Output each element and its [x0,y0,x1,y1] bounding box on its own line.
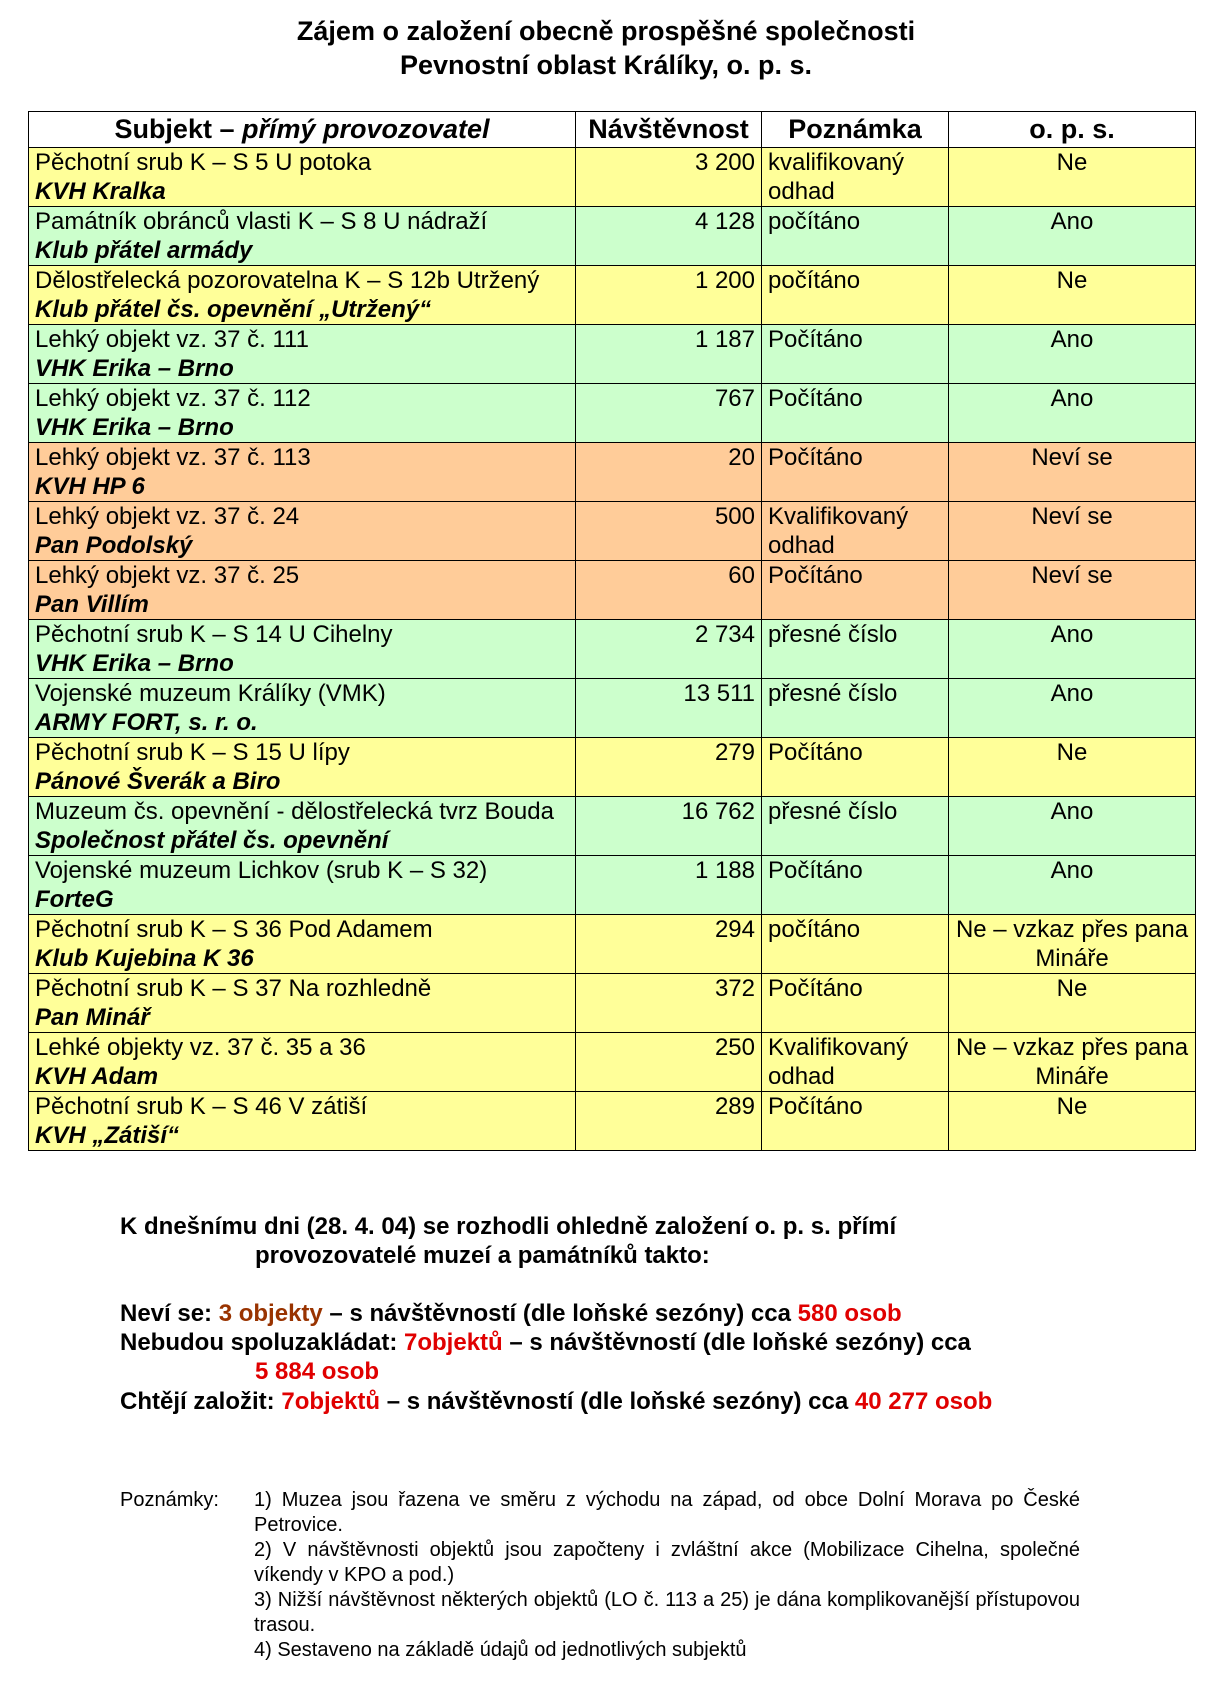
note-item-3: 3) Nižší návštěvnost některých objektů (LO č. 113 a 25) je dána komplikovanější přístupovou trasou. [254,1589,1080,1636]
cell-ops: Ne [949,148,1196,207]
table-row [29,974,1196,1033]
cell-subject [29,502,576,561]
operator-name: VHK Erika – Brno [35,414,234,441]
operator-name: Klub Kujebina K 36 [35,945,254,972]
cell-ops: Ano [949,856,1196,915]
cell-note: Kvalifikovaný odhad [762,502,949,561]
cell-subject [29,1033,576,1092]
cell-subject [29,148,576,207]
cell-visits: 3 200 [576,148,762,207]
summary-unknown-total: 580 osob [797,1300,902,1327]
operator-name: Společnost přátel čs. opevnění [35,827,389,854]
operator-name: ForteG [35,886,114,913]
table-row [29,679,1196,738]
table-row [29,1033,1196,1092]
cell-note: přesné číslo [762,679,949,738]
object-name: Pěchotní srub K – S 37 Na rozhledně [35,975,432,1002]
cell-note: kvalifikovaný odhad [762,148,949,207]
cell-visits: 372 [576,974,762,1033]
cell-ops: Ne [949,1092,1196,1151]
object-name: Lehký objekt vz. 37 č. 111 [35,326,309,353]
object-name: Lehké objekty vz. 37 č. 35 a 36 [35,1034,366,1061]
summary-unknown-mid: – s návštěvností (dle loňské sezóny) cca [322,1300,798,1327]
object-name: Pěchotní srub K – S 15 U lípy [35,739,350,766]
table-body [29,148,1196,1151]
object-name: Pěchotní srub K – S 5 U potoka [35,149,372,176]
cell-note: Kvalifikovaný odhad [762,1033,949,1092]
cell-subject [29,856,576,915]
summary-yes-mid: – s návštěvností (dle loňské sezóny) cca [380,1388,855,1415]
cell-ops: Ano [949,679,1196,738]
object-name: Lehký objekt vz. 37 č. 113 [35,444,311,471]
table-header-row [29,112,1196,148]
table-row [29,620,1196,679]
table-row [29,384,1196,443]
cell-note: počítáno [762,207,949,266]
cell-subject [29,915,576,974]
cell-visits: 1 187 [576,325,762,384]
operator-name: Pan Minář [35,1004,150,1031]
object-name: Dělostřelecká pozorovatelna K – S 12b Utržený [35,267,540,294]
cell-subject [29,443,576,502]
summary-intro-line-2: provozovatelé muzeí a památníků takto: [255,1242,710,1269]
summary-unknown-count: 3 objekty [218,1300,323,1327]
cell-visits: 13 511 [576,679,762,738]
cell-subject [29,620,576,679]
cell-note: Počítáno [762,325,949,384]
cell-ops: Ne [949,266,1196,325]
operator-name: Pan Villím [35,591,149,618]
summary-yes-label: Chtějí založit: [120,1388,282,1415]
object-name: Památník obránců vlasti K – S 8 U nádraží [35,208,488,235]
object-name: Lehký objekt vz. 37 č. 25 [35,562,300,589]
operator-name: KVH „Zátiší“ [35,1122,180,1149]
note-item-1: 1) Muzea jsou řazena ve směru z východu na západ, od obce Dolní Morava po České Petrovice. [254,1489,1080,1536]
cell-visits: 250 [576,1033,762,1092]
cell-visits: 1 188 [576,856,762,915]
summary-yes-total: 40 277 osob [854,1388,993,1415]
object-name: Pěchotní srub K – S 36 Pod Adamem [35,916,433,943]
cell-subject [29,207,576,266]
header-subject-italic: přímý provozovatel [241,114,490,144]
cell-note: Počítáno [762,561,949,620]
operator-name: VHK Erika – Brno [35,355,234,382]
cell-subject [29,384,576,443]
cell-ops: Ne [949,974,1196,1033]
cell-note: Počítáno [762,974,949,1033]
note-item-2: 2) V návštěvnosti objektů jsou započteny i zvláštní akce (Mobilizace Cihelna, společné víkendy v KPO a pod.) [254,1539,1080,1586]
table-row [29,207,1196,266]
table-row [29,561,1196,620]
operator-name: KVH Kralka [35,178,166,205]
table-row [29,443,1196,502]
object-name: Vojenské muzeum Lichkov (srub K – S 32) [35,857,488,884]
table-row [29,1092,1196,1151]
object-name: Pěchotní srub K – S 46 V zátiší [35,1093,368,1120]
object-name: Pěchotní srub K – S 14 U Cihelny [35,621,393,648]
cell-subject [29,974,576,1033]
notes-label: Poznámky: [120,1489,219,1511]
summary-unknown-label: Neví se: [120,1300,219,1327]
note-item-4: 4) Sestaveno na základě údajů od jednotlivých subjektů [254,1639,747,1661]
cell-ops: Ano [949,797,1196,856]
cell-visits: 289 [576,1092,762,1151]
cell-ops: Ano [949,325,1196,384]
cell-visits: 1 200 [576,266,762,325]
cell-note: Počítáno [762,738,949,797]
table-row [29,856,1196,915]
visitor-table [28,111,1196,1151]
header-subject [29,112,576,148]
cell-note: Počítáno [762,1092,949,1151]
cell-visits: 2 734 [576,620,762,679]
table-row [29,502,1196,561]
operator-name: ARMY FORT, s. r. o. [35,709,258,736]
summary-no-label: Nebudou spoluzakládat: [120,1329,405,1356]
cell-note: počítáno [762,266,949,325]
cell-subject [29,266,576,325]
summary-yes-count: 7objektů [281,1388,381,1415]
operator-name: KVH Adam [35,1063,159,1090]
summary-intro [120,1212,1080,1270]
cell-subject [29,1092,576,1151]
cell-subject [29,679,576,738]
cell-ops: Neví se [949,561,1196,620]
summary-no [120,1328,1080,1386]
cell-visits: 294 [576,915,762,974]
cell-note: Počítáno [762,384,949,443]
operator-name: Klub přátel armády [35,237,253,264]
operator-name: Pan Podolský [35,532,193,559]
cell-ops: Neví se [949,443,1196,502]
cell-visits: 20 [576,443,762,502]
operator-name: KVH HP 6 [35,473,145,500]
cell-note: Počítáno [762,856,949,915]
object-name: Lehký objekt vz. 37 č. 24 [35,503,300,530]
table-row [29,148,1196,207]
cell-ops: Neví se [949,502,1196,561]
cell-note: Počítáno [762,443,949,502]
cell-subject [29,797,576,856]
header-subject-plain: Subjekt – [114,114,242,144]
cell-subject [29,738,576,797]
summary-yes [120,1387,1080,1416]
cell-visits: 60 [576,561,762,620]
header-visits: Návštěvnost [576,112,762,148]
object-name: Lehký objekt vz. 37 č. 112 [35,385,311,412]
table-row [29,915,1196,974]
cell-ops: Ano [949,207,1196,266]
cell-ops: Ano [949,620,1196,679]
document-title [0,14,1212,82]
cell-ops: Ne [949,738,1196,797]
cell-visits: 4 128 [576,207,762,266]
cell-ops: Ne – vzkaz přes pana Mináře [949,915,1196,974]
table-row [29,325,1196,384]
summary-no-total: 5 884 osob [255,1358,380,1385]
operator-name: Klub přátel čs. opevnění „Utržený“ [35,296,432,323]
cell-subject [29,561,576,620]
cell-visits: 279 [576,738,762,797]
table-row [29,738,1196,797]
cell-ops: Ne – vzkaz přes pana Mináře [949,1033,1196,1092]
summary-no-mid: – s návštěvností (dle loňské sezóny) cca [502,1329,971,1356]
cell-note: přesné číslo [762,797,949,856]
cell-note: počítáno [762,915,949,974]
summary-no-count: 7objektů [404,1329,503,1356]
notes-list [254,1488,1080,1663]
cell-subject [29,325,576,384]
operator-name: VHK Erika – Brno [35,650,234,677]
title-line-2: Pevnostní oblast Králíky, o. p. s. [399,50,813,80]
object-name: Vojenské muzeum Králíky (VMK) [35,680,386,707]
cell-note: přesné číslo [762,620,949,679]
table-row [29,266,1196,325]
cell-visits: 16 762 [576,797,762,856]
cell-ops: Ano [949,384,1196,443]
header-note: Poznámka [762,112,949,148]
summary-intro-line-1: K dnešnímu dni (28. 4. 04) se rozhodli ohledně založení o. p. s. přímí [120,1213,897,1240]
cell-visits: 500 [576,502,762,561]
object-name: Muzeum čs. opevnění - dělostřelecká tvrz Bouda [35,798,554,825]
title-line-1: Zájem o založení obecně prospěšné společnosti [296,16,916,46]
table-row [29,797,1196,856]
cell-visits: 767 [576,384,762,443]
summary-unknown [120,1299,1080,1328]
operator-name: Pánové Šverák a Biro [35,768,281,795]
header-ops: o. p. s. [949,112,1196,148]
